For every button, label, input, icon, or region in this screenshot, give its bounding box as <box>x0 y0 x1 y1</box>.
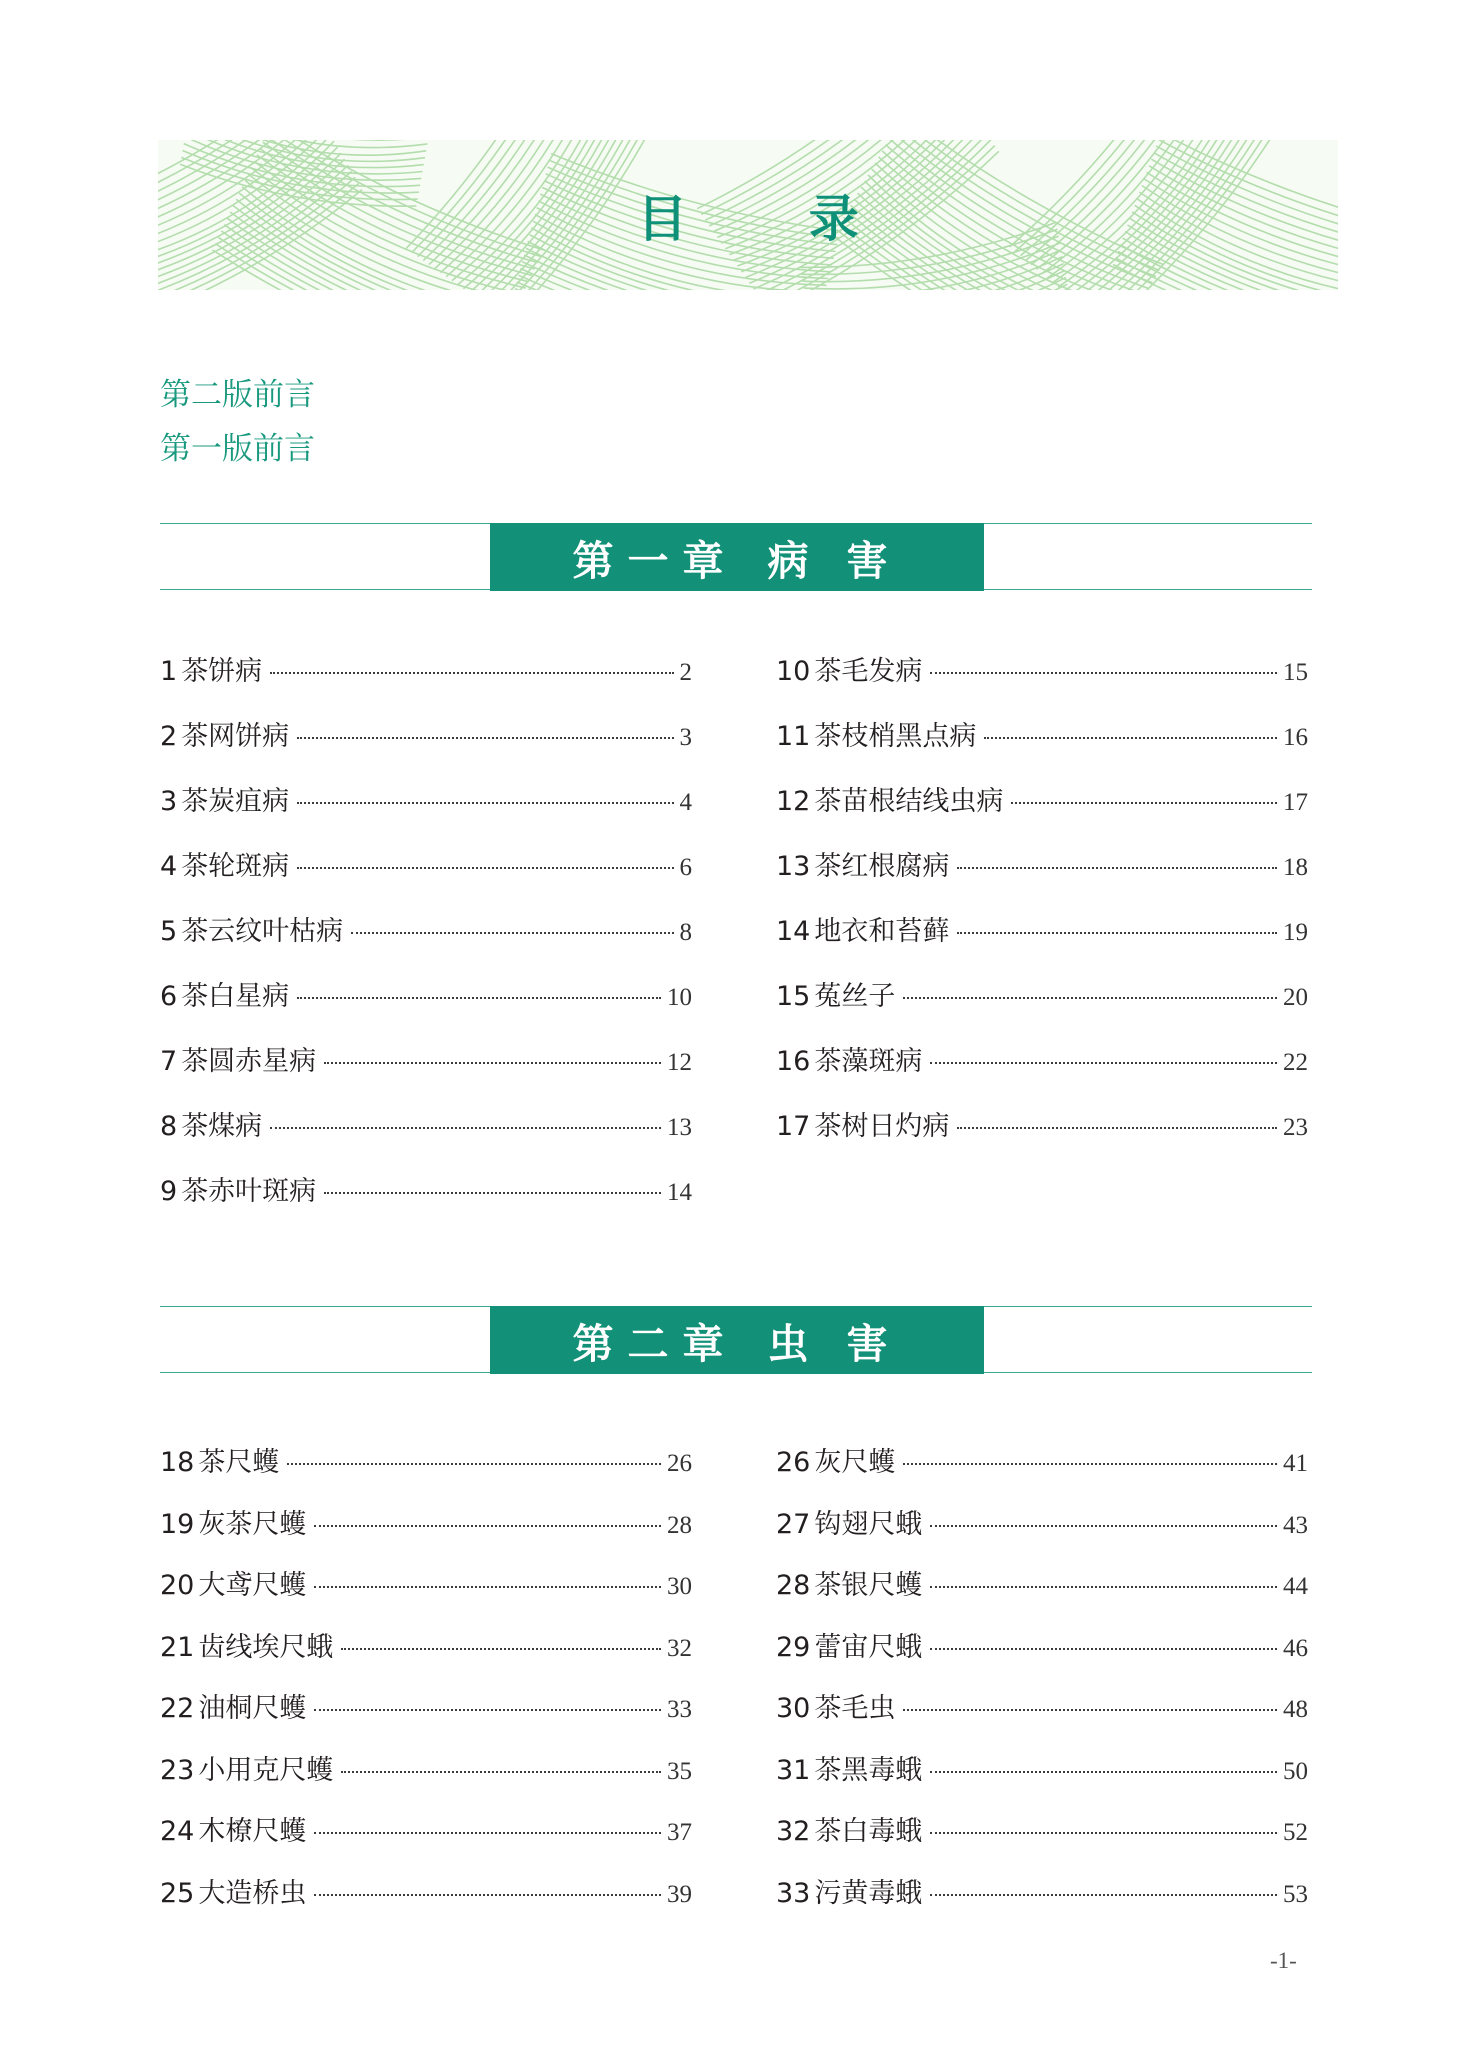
dot-leader <box>351 932 673 934</box>
toc-entry[interactable] <box>776 1814 1308 1851</box>
dot-leader <box>930 1832 1277 1834</box>
dot-leader <box>314 1894 661 1896</box>
dot-leader <box>314 1832 661 1834</box>
toc-entry-page: 48 <box>1283 1696 1308 1723</box>
toc-entry-title: 钩翅尺蛾 <box>814 1508 923 1540</box>
dot-leader <box>297 997 661 999</box>
toc-entry-page: 12 <box>667 1049 692 1076</box>
toc-entry-title: 茶白毒蛾 <box>814 1816 923 1847</box>
toc-entry-page: 28 <box>667 1511 692 1539</box>
title-banner <box>158 140 1338 290</box>
toc-entry-title: 木橑尺蠖 <box>198 1816 307 1847</box>
toc-entry-page: 46 <box>1283 1634 1308 1662</box>
dot-leader <box>341 1648 661 1650</box>
chapter-number: 第二章 <box>572 1319 738 1368</box>
toc-entry-page: 50 <box>1283 1757 1308 1785</box>
dot-leader <box>270 672 673 674</box>
toc-entry-page: 15 <box>1283 659 1308 686</box>
toc-entry-title: 灰尺蠖 <box>814 1447 896 1478</box>
toc-entry[interactable] <box>160 1691 692 1728</box>
chapter-number: 第一章 <box>572 536 738 585</box>
toc-entry-number: 26 <box>776 1447 811 1478</box>
toc-entry[interactable] <box>160 1507 692 1544</box>
toc-entry-title: 小用克尺蠖 <box>198 1754 334 1786</box>
toc-entry-title: 茶赤叶斑病 <box>181 1176 317 1207</box>
toc-entry[interactable] <box>776 719 1308 756</box>
toc-entry-page: 33 <box>667 1696 692 1723</box>
toc-entry-number: 6 <box>160 981 178 1012</box>
toc-entry-number: 9 <box>160 1176 178 1207</box>
dot-leader <box>341 1771 661 1773</box>
dot-leader <box>324 1192 661 1194</box>
toc-entry-title: 茶黑毒蛾 <box>814 1754 923 1786</box>
dot-leader <box>297 867 673 869</box>
toc-entry-title: 茶银尺蠖 <box>814 1570 923 1601</box>
toc-entry[interactable] <box>160 654 692 691</box>
toc-entry-number: 7 <box>160 1046 178 1077</box>
dot-leader <box>957 867 1277 869</box>
toc-entry-number: 8 <box>160 1111 178 1142</box>
toc-entry-page: 30 <box>667 1573 692 1600</box>
toc-entry-number: 2 <box>160 721 178 752</box>
chapter-name: 害 <box>846 1319 902 1368</box>
toc-entry-page: 13 <box>667 1114 692 1141</box>
toc-entry-title: 茶圆赤星病 <box>181 1046 317 1077</box>
dot-leader <box>930 1586 1277 1588</box>
toc-entry-number: 31 <box>776 1754 811 1786</box>
toc-entry[interactable] <box>776 914 1308 951</box>
toc-entry-title: 茶轮斑病 <box>181 851 290 882</box>
toc-entry-title: 污黄毒蛾 <box>814 1877 923 1909</box>
dot-leader <box>314 1525 661 1527</box>
toc-entry-number: 21 <box>160 1631 195 1663</box>
toc-entry-title: 茶云纹叶枯病 <box>181 916 344 947</box>
toc-entry[interactable] <box>160 849 692 886</box>
toc-entry-number: 20 <box>160 1570 195 1601</box>
toc-entry-number: 15 <box>776 981 811 1012</box>
toc-entry-page: 26 <box>667 1450 692 1477</box>
toc-entry-page: 3 <box>679 724 692 751</box>
toc-entry[interactable] <box>776 1630 1308 1667</box>
dot-leader <box>314 1586 661 1588</box>
toc-entry-number: 16 <box>776 1046 811 1077</box>
toc-entry-page: 22 <box>1283 1049 1308 1076</box>
chapter-1-title[interactable] <box>490 523 984 591</box>
toc-entry-title: 茶树日灼病 <box>814 1111 950 1142</box>
preface-list <box>160 368 315 476</box>
toc-entry-number: 18 <box>160 1447 195 1478</box>
toc-entry-number: 25 <box>160 1877 195 1909</box>
toc-entry-page: 39 <box>667 1880 692 1908</box>
toc-entry-page: 20 <box>1283 984 1308 1011</box>
toc-entry-number: 3 <box>160 786 178 817</box>
toc-entry[interactable] <box>160 1044 692 1081</box>
toc-entry-title: 地衣和苔藓 <box>814 916 950 947</box>
toc-entry-number: 29 <box>776 1631 811 1663</box>
toc-entry-title: 大鸢尺蠖 <box>198 1570 307 1601</box>
toc-entry-number: 24 <box>160 1816 195 1847</box>
toc-entry-title: 齿线埃尺蛾 <box>198 1631 334 1663</box>
chapter-1-header <box>160 523 1312 591</box>
dot-leader <box>297 802 673 804</box>
toc-entry-number: 4 <box>160 851 178 882</box>
toc-entry-title: 茶枝梢黑点病 <box>814 721 977 752</box>
toc-entry-title: 茶饼病 <box>181 656 263 687</box>
dot-leader <box>930 1771 1277 1773</box>
dot-leader <box>903 1709 1277 1711</box>
toc-entry[interactable] <box>776 1753 1308 1790</box>
toc-entry-page: 35 <box>667 1757 692 1785</box>
toc-entry-number: 27 <box>776 1508 811 1540</box>
toc-entry-title: 灰茶尺蠖 <box>198 1508 307 1540</box>
toc-entry-page: 6 <box>679 854 692 881</box>
toc-entry-title: 茶网饼病 <box>181 721 290 752</box>
toc-entry-number: 17 <box>776 1111 811 1142</box>
dot-leader <box>1011 802 1277 804</box>
toc-entry-page: 37 <box>667 1819 692 1846</box>
toc-entry[interactable] <box>776 1876 1308 1913</box>
dot-leader <box>903 997 1277 999</box>
toc-entry-number: 33 <box>776 1877 811 1909</box>
toc-entry-title: 茶藻斑病 <box>814 1046 923 1077</box>
toc-entry-title: 茶毛发病 <box>814 656 923 687</box>
toc-entry-number: 1 <box>160 656 178 687</box>
toc-entry[interactable] <box>160 1445 692 1482</box>
toc-entry[interactable] <box>776 654 1308 691</box>
dot-leader <box>930 1525 1277 1527</box>
toc-entry-title: 茶毛虫 <box>814 1693 896 1724</box>
toc-entry-page: 18 <box>1283 854 1308 881</box>
preface-first-edition[interactable]: 第一版前言 <box>160 431 315 467</box>
toc-entry-page: 19 <box>1283 919 1308 946</box>
toc-entry-title: 茶红根腐病 <box>814 851 950 882</box>
toc-entry-title: 茶煤病 <box>181 1111 263 1142</box>
toc-entry-title: 大造桥虫 <box>198 1877 307 1909</box>
toc-entry[interactable] <box>776 849 1308 886</box>
toc-entry-number: 28 <box>776 1570 811 1601</box>
toc-entry-number: 30 <box>776 1693 811 1724</box>
page-title: 目 录 <box>637 190 911 248</box>
chapter-2-header <box>160 1306 1312 1374</box>
toc-entry[interactable] <box>160 1630 692 1667</box>
dot-leader <box>314 1709 661 1711</box>
toc-entry[interactable] <box>776 1445 1308 1482</box>
toc-entry[interactable] <box>776 1507 1308 1544</box>
toc-entry[interactable] <box>776 1109 1308 1146</box>
dot-leader <box>930 672 1277 674</box>
toc-entry-page: 10 <box>667 984 692 1011</box>
toc-entry[interactable] <box>776 1691 1308 1728</box>
dot-leader <box>297 737 673 739</box>
toc-entry-number: 14 <box>776 916 811 947</box>
toc-entry-page: 17 <box>1283 789 1308 816</box>
toc-entry[interactable] <box>776 784 1308 821</box>
toc-entry-page: 8 <box>679 919 692 946</box>
chapter-name: 病 <box>767 536 847 585</box>
toc-entry-number: 22 <box>160 1693 195 1724</box>
dot-leader <box>930 1062 1277 1064</box>
page-number: -1- <box>1270 1948 1297 1973</box>
preface-second-edition[interactable]: 第二版前言 <box>160 377 315 413</box>
toc-entry[interactable] <box>160 1876 692 1913</box>
toc-entry[interactable] <box>776 979 1308 1016</box>
toc-entry-title: 茶尺蠖 <box>198 1447 280 1478</box>
toc-entry-title: 蕾宙尺蛾 <box>814 1631 923 1663</box>
toc-entry-page: 43 <box>1283 1511 1308 1539</box>
toc-entry[interactable] <box>160 1174 692 1211</box>
dot-leader <box>957 1127 1277 1129</box>
toc-entry-title: 菟丝子 <box>814 981 896 1012</box>
toc-entry-page: 52 <box>1283 1819 1308 1846</box>
toc-entry-number: 5 <box>160 916 178 947</box>
dot-leader <box>270 1127 661 1129</box>
toc-entry-number: 12 <box>776 786 811 817</box>
chapter-name: 虫 <box>767 1319 847 1368</box>
chapter-name: 害 <box>846 536 902 585</box>
dot-leader <box>324 1062 661 1064</box>
toc-entry-title: 油桐尺蠖 <box>198 1693 307 1724</box>
toc-entry-page: 4 <box>679 789 692 816</box>
chapter-2-title[interactable] <box>490 1306 984 1374</box>
toc-entry[interactable] <box>776 1044 1308 1081</box>
toc-entry-page: 23 <box>1283 1114 1308 1141</box>
toc-entry[interactable] <box>160 914 692 951</box>
toc-entry-page: 44 <box>1283 1573 1308 1600</box>
toc-entry-number: 32 <box>776 1816 811 1847</box>
toc-entry[interactable] <box>160 979 692 1016</box>
toc-entry-number: 19 <box>160 1508 195 1540</box>
toc-entry-number: 13 <box>776 851 811 882</box>
toc-entry-number: 11 <box>776 721 811 752</box>
toc-entry-title: 茶苗根结线虫病 <box>814 786 1004 817</box>
dot-leader <box>930 1648 1277 1650</box>
toc-entry-page: 32 <box>667 1634 692 1662</box>
toc-entry-page: 16 <box>1283 724 1308 751</box>
dot-leader <box>287 1463 661 1465</box>
toc-entry[interactable] <box>160 1753 692 1790</box>
toc-entry[interactable] <box>160 784 692 821</box>
toc-entry-title: 茶白星病 <box>181 981 290 1012</box>
toc-entry[interactable] <box>160 719 692 756</box>
toc-entry-title: 茶炭疽病 <box>181 786 290 817</box>
toc-entry-page: 41 <box>1283 1450 1308 1477</box>
toc-entry-page: 53 <box>1283 1880 1308 1908</box>
toc-entry[interactable] <box>160 1568 692 1605</box>
toc-entry-number: 10 <box>776 656 811 687</box>
dot-leader <box>984 737 1277 739</box>
toc-entry-page: 2 <box>679 659 692 686</box>
toc-entry[interactable] <box>160 1814 692 1851</box>
toc-entry[interactable] <box>160 1109 692 1146</box>
toc-entry-number: 23 <box>160 1754 195 1786</box>
toc-entry-page: 14 <box>667 1179 692 1206</box>
dot-leader <box>903 1463 1277 1465</box>
dot-leader <box>930 1894 1277 1896</box>
dot-leader <box>957 932 1277 934</box>
toc-entry[interactable] <box>776 1568 1308 1605</box>
